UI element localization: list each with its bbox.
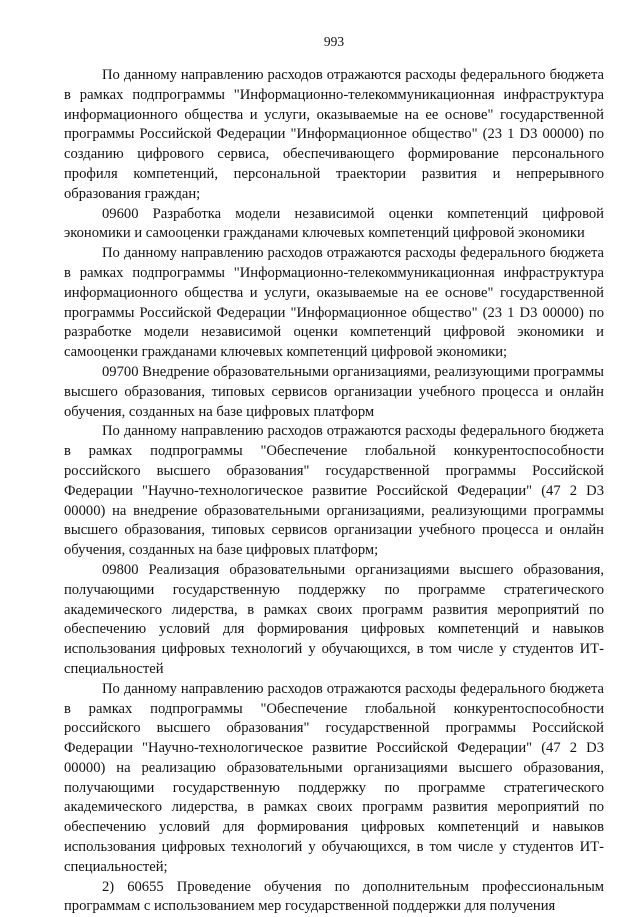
- paragraph-code-09600: 09600 Разработка модели независимой оценки компетенций цифровой экономики и самооценки гражданами ключевых компетенций цифровой экономики: [64, 205, 604, 242]
- paragraph-expenses-digital-platforms: По данному направлению расходов отражаются расходы федерального бюджета в рамках подпрограммы "Обеспечение глобальной конкурентоспособности российского высшего образования" государственной программы Российской Федерации "Научно-технологическое развитие Российской Федерации" (47 2 D3 00000) на внедрение образовательными организациями, реализующими программы высшего образования, типовых сервисов организации учебного процесса и онлайн обучения, созданных на базе цифровых платформ;: [64, 423, 604, 559]
- document-body: [64, 66, 604, 917]
- paragraph-expenses-competence-model: По данному направлению расходов отражаются расходы федерального бюджета в рамках подпрограммы "Информационно-телекоммуникационная инфраструктура информационного общества и услуги, оказываемые на ее основе" государственной программы Российской Федерации "Информационное общество" (23 1 D3 00000) по разработке модели независимой оценки компетенций цифровой экономики и самооценки гражданами ключевых компетенций цифровой экономики;: [64, 245, 604, 361]
- paragraph-code-09700: 09700 Внедрение образовательными организациями, реализующими программы высшего образования, типовых сервисов организации учебного процесса и онлайн обучения, созданных на базе цифровых платформ: [64, 363, 604, 420]
- paragraph-expenses-academic-leadership: По данному направлению расходов отражаются расходы федерального бюджета в рамках подпрограммы "Обеспечение глобальной конкурентоспособности российского высшего образования" государственной программы Российской Федерации "Научно-технологическое развитие Российской Федерации" (47 2 D3 00000) на реализацию образовательными организациями высшего образования, получающими государственную поддержку по программе стратегического академического лидерства, в рамках своих программ развития мероприятий по обеспечению условий для формирования цифровых компетенций и навыков использования цифровых технологий у обучающихся, в том числе у студентов ИТ-специальностей;: [64, 680, 604, 875]
- paragraph-code-09800: 09800 Реализация образовательными организациями высшего образования, получающими государственную поддержку по программе стратегического академического лидерства, в рамках своих программ развития мероприятий по обеспечению условий для формирования цифровых компетенций и навыков использования цифровых технологий у обучающихся, в том числе у студентов ИТ-специальностей: [64, 561, 604, 677]
- paragraph-code-60655: 2) 60655 Проведение обучения по дополнительным профессиональным программам с использованием мер государственной поддержки для получения: [64, 878, 604, 915]
- paragraph-expenses-digital-profile: По данному направлению расходов отражаются расходы федерального бюджета в рамках подпрограммы "Информационно-телекоммуникационная инфраструктура информационного общества и услуги, оказываемые на ее основе" государственной программы Российской Федерации "Информационное общество" (23 1 D3 00000) по созданию цифрового сервиса, обеспечивающего формирование персонального профиля компетенций, персональной траектории развития и непрерывного образования граждан;: [64, 67, 604, 202]
- page-number: 993: [323, 34, 345, 49]
